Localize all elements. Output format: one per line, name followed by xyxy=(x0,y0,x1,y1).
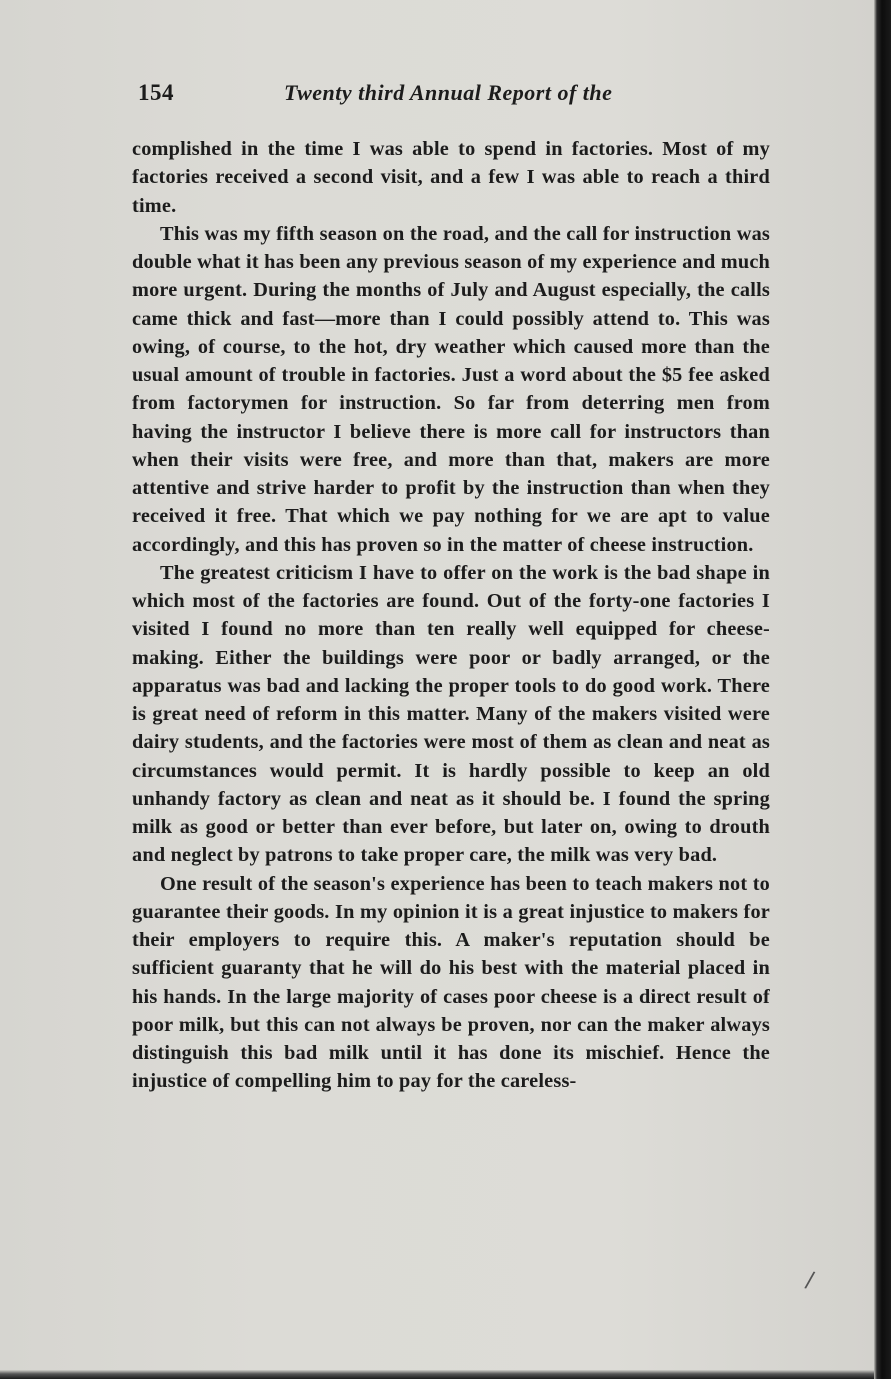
pencil-mark: / xyxy=(803,1267,816,1294)
body-text xyxy=(132,135,770,1096)
paragraph: complished in the time I was able to spend in factories. Most of my factories received a second visit, and a few I was able to reach a third time. xyxy=(132,138,770,217)
page-binding-edge xyxy=(874,0,891,1379)
page-bottom-edge xyxy=(0,1370,874,1379)
paragraph: This was my fifth season on the road, and the call for instruction was double what it has been any previous season of my experience and much more urgent. During the months of July and August especially, the calls came thick and fast—more than I could possibly attend to. This was owing, of course, to the hot, dry weather which caused more than the usual amount of trouble in factories. Just a word about the $5 fee asked from factorymen for instruction. So far from deterring men from having the instructor I believe there is more call for instructors than when their visits were free, and more than that, makers are more attentive and strive harder to profit by the instruction than when they received it free. That which we pay nothing for we are apt to value accordingly, and this has proven so in the matter of cheese instruction. xyxy=(132,222,770,556)
paragraph: One result of the season's experience has been to teach makers not to guarantee their goods. In my opinion it is a great injustice to makers for their employers to require this. A maker's reputation should be sufficient guaranty that he will do his best with the material placed in his hands. In the large majority of cases poor cheese is a direct result of poor milk, but this can not always be proven, nor can the maker always distinguish this bad milk until it has done its mischief. Hence the injustice of compelling him to pay for the careless- xyxy=(132,872,770,1093)
page-number: 154 xyxy=(138,80,174,105)
paragraph: The greatest criticism I have to offer on the work is the bad shape in which most of the factories are found. Out of the forty-one factories I visited I found no more than ten really well equipped for cheese-making. Either the buildings were poor or badly arranged, or the apparatus was bad and lacking the proper tools to do good work. There is great need of reform in this matter. Many of the makers visited were dairy students, and the factories were most of them as clean and neat as circumstances would permit. It is hardly possible to keep an old unhandy factory as clean and neat as it should be. I found the spring milk as good or better than ever before, but later on, owing to drouth and neglect by patrons to take proper care, the milk was very bad. xyxy=(132,561,770,867)
page-header xyxy=(138,80,770,114)
running-title: Twenty third Annual Report of the xyxy=(284,80,613,105)
